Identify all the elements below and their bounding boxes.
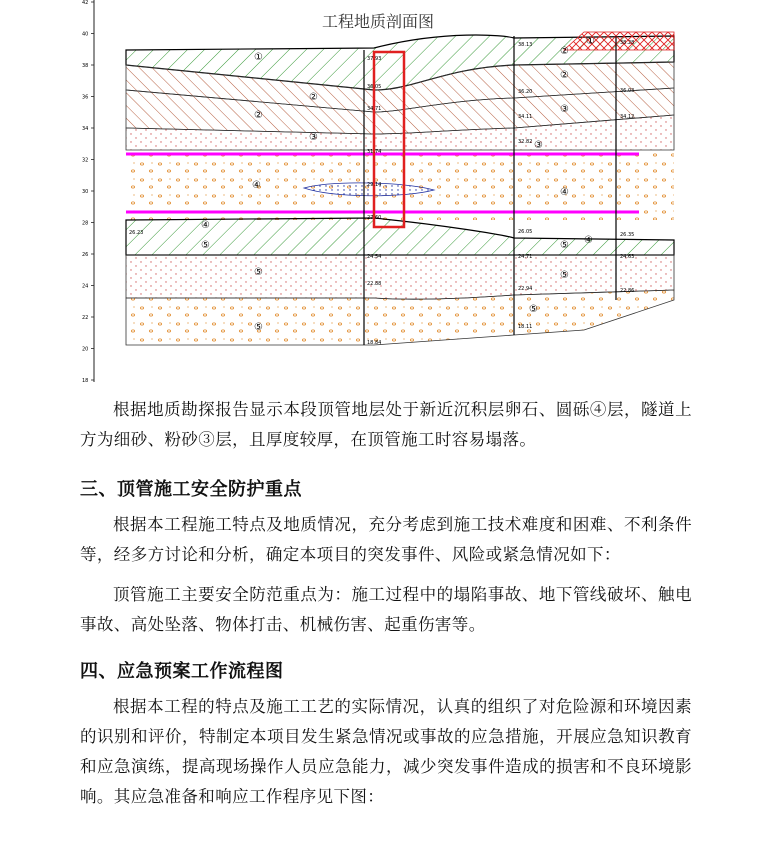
- y-tick-label: 40: [82, 31, 89, 38]
- elevation-label: 38.28: [620, 40, 635, 46]
- layer-label: ⑤: [254, 322, 263, 333]
- elevation-label: 22.86: [620, 288, 635, 294]
- elevation-label: 36.05: [367, 84, 382, 90]
- elevation-label: 26.23: [129, 230, 144, 236]
- y-tick-label: 18: [82, 378, 89, 384]
- layer-label: ⑤: [560, 270, 569, 281]
- elevation-label: 24.63: [620, 254, 635, 260]
- y-tick-label: 30: [82, 189, 89, 195]
- elevation-label: 24.71: [518, 254, 533, 260]
- y-tick-label: 28: [82, 220, 89, 227]
- elevation-label: 27.60: [367, 215, 382, 221]
- layer-label: ⑤: [201, 240, 210, 251]
- y-tick-label: 22: [82, 315, 89, 321]
- elevation-label: 34.71: [367, 106, 382, 112]
- elevation-label: 34.11: [518, 114, 533, 120]
- y-tick-label: 20: [82, 346, 89, 353]
- layer-label: ④: [252, 180, 261, 191]
- y-tick-label: 36: [82, 94, 89, 101]
- elevation-label: 24.54: [367, 254, 382, 260]
- elevation-label: 31.74: [367, 149, 382, 155]
- paragraph-safety-focus: 顶管施工主要安全防范重点为：施工过程中的塌陷事故、地下管线破坏、触电事故、高处坠落、物体打击、机械伤害、起重伤害等。: [80, 585, 692, 634]
- layer-label: ③: [534, 140, 543, 151]
- layer-fill-red: [564, 32, 674, 50]
- layer-label: ②: [560, 46, 569, 57]
- paragraph-construction-conditions: 根据本工程施工特点及地质情况，充分考虑到施工技术难度和困难、不利条件等，经多方讨论和分析，确定本项目的突发事件、风险或紧急情况如下：: [80, 515, 692, 564]
- y-tick-label: 32: [82, 157, 89, 164]
- layer-label: ⑤: [560, 240, 569, 251]
- layer-label: ④: [584, 235, 593, 246]
- paragraph-geology: 根据地质勘探报告显示本段顶管地层处于新近沉积层卵石、圆砾④层，隧道上方为细砂、粉砂③层，且厚度较厚，在顶管施工时容易塌落。: [80, 400, 692, 449]
- elevation-label: 34.12: [620, 114, 635, 120]
- elevation-label: 26.05: [518, 229, 533, 235]
- elevation-label: 36.03: [620, 88, 635, 94]
- layer-label: ②: [309, 92, 318, 103]
- y-tick-label: 34: [82, 126, 89, 132]
- layer-label: ②: [254, 110, 263, 121]
- section-heading-4: 四、应急预案工作流程图: [80, 661, 284, 682]
- y-tick-label: 26: [82, 252, 89, 258]
- elevation-label: 26.35: [620, 232, 635, 238]
- elevation-label: 38.13: [518, 42, 533, 48]
- elevation-label: 36.20: [518, 89, 533, 95]
- y-axis-ticks: [82, 0, 94, 384]
- section-heading-3: 三、顶管施工安全防护重点: [80, 479, 302, 500]
- geological-section-figure: [84, 0, 684, 385]
- layer-label: ③: [309, 132, 318, 143]
- layer-label: ①: [586, 36, 595, 47]
- elevation-label: 22.88: [367, 281, 382, 287]
- elevation-label: 29.14: [367, 182, 382, 188]
- layer-label: ②: [560, 70, 569, 81]
- figure-title: 工程地质剖面图: [322, 12, 435, 31]
- y-tick-label: 38: [82, 63, 89, 69]
- layer-label: ④: [560, 187, 569, 198]
- layer-label: ①: [254, 52, 263, 63]
- elevation-label: 32.82: [518, 139, 533, 145]
- y-tick-label: 42: [82, 0, 89, 6]
- layer-label: ④: [201, 220, 210, 231]
- elevation-label: 18.11: [518, 324, 533, 330]
- y-tick-label: 24: [82, 283, 89, 290]
- layer-label: ⑤: [254, 267, 263, 278]
- elevation-label: 37.93: [367, 56, 382, 62]
- layer-label: ⑤: [529, 304, 538, 315]
- paragraph-emergency-plan: 根据本工程的特点及施工工艺的实际情况，认真的组织了对危险源和环境因素的识别和评价，特制定本项目发生紧急情况或事故的应急措施，开展应急知识教育和应急演练，提高现场操作人员应急能力，减少突发事件造成的损害和不良环境影响。其应急准备和响应工作程序见下图：: [80, 697, 692, 806]
- layer-label: ③: [560, 104, 569, 115]
- elevation-label: 18.84: [367, 340, 382, 346]
- elevation-label: 22.94: [518, 286, 533, 292]
